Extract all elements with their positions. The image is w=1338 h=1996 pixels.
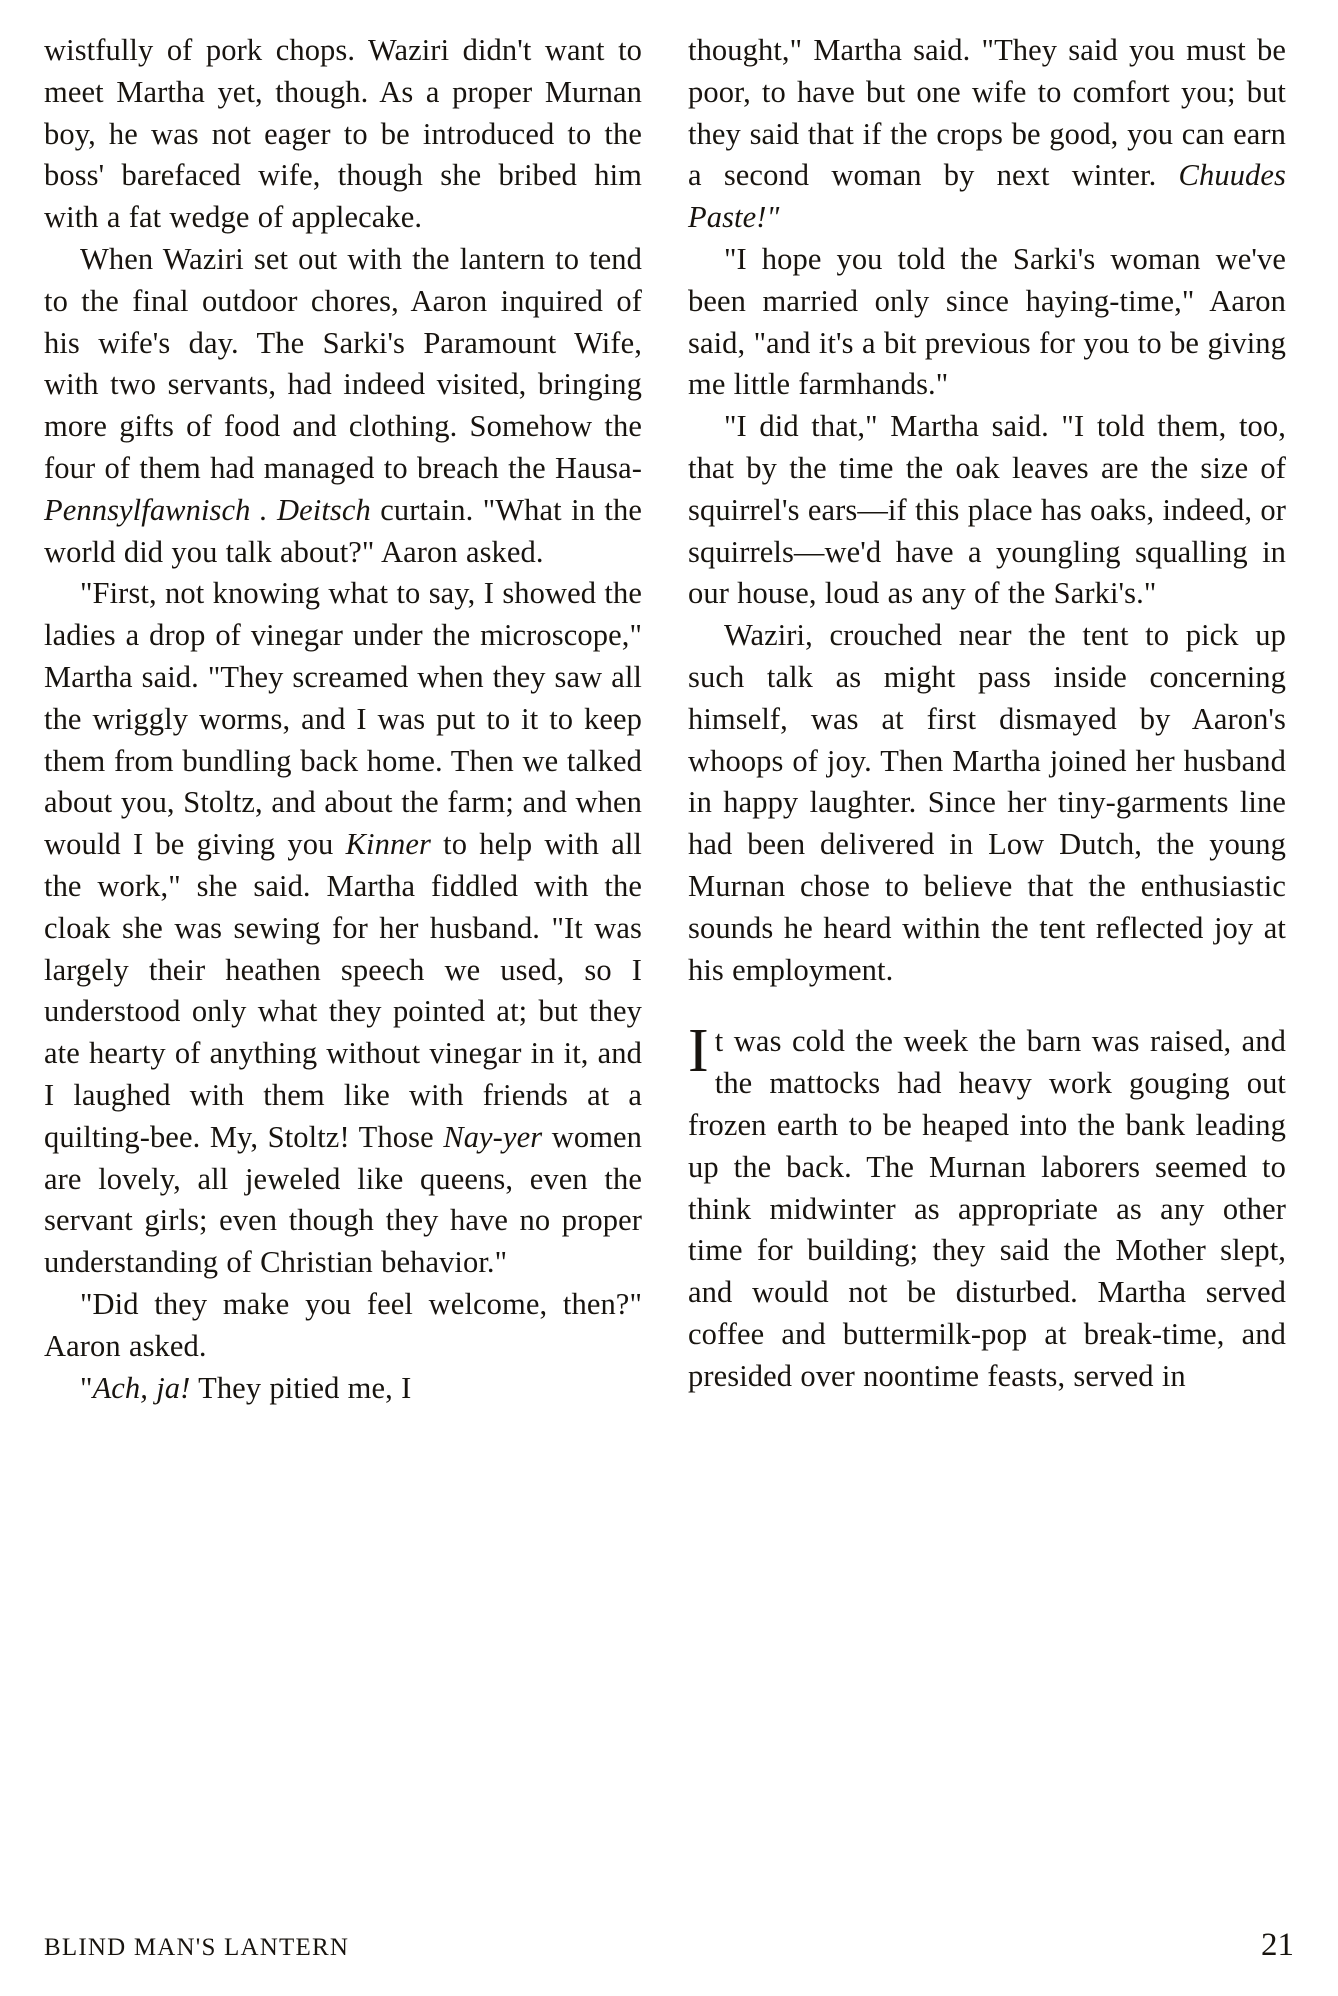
text-run: "I hope you told the Sarki's woman we've been married only since haying-time," Aaron said, "and it's a bit previous for you to be giving me little farmhands." — [688, 241, 1286, 402]
section-break — [688, 991, 1286, 1021]
running-head: BLIND MAN'S LANTERN — [44, 1934, 350, 1961]
text-run: Waziri, crouched near the tent to pick up such talk as might pass inside concerning himself, was at first dismayed by Aaron's whoops of joy. Then Martha joined her husband in happy laughter. Since her tiny-garments line had been delivered in Low Dutch, the young Murnan chose to believe that the enthusiastic sounds he heard within the tent reflected joy at his employment. — [688, 618, 1286, 987]
paragraph — [688, 615, 1286, 991]
text-run: wistfully of pork chops. Waziri didn't want to meet Martha yet, though. As a proper Murnan boy, he was not eager to be introduced to the boss' barefaced wife, though she bribed him with a fat wedge of applecake. — [44, 33, 642, 235]
text-run: " — [80, 1370, 93, 1405]
left-text-column — [44, 30, 642, 1890]
italic-run: Chuudes Paste!" — [688, 158, 1286, 235]
text-run: "First, not knowing what to say, I showed the ladies a drop of vinegar under the microscope," Martha said. "They screamed when they saw all the wriggly worms, and I was put to it to keep them from bundling back home. Then we talked about you, Stoltz, and about the farm; and when would I be giving you — [44, 576, 642, 862]
text-run: "Did they make you feel welcome, then?" Aaron asked. — [44, 1286, 642, 1363]
drop-cap: I — [688, 1017, 709, 1086]
italic-run: Kinner — [345, 827, 431, 862]
paragraph — [688, 239, 1286, 406]
italic-run: Nay-yer — [443, 1119, 543, 1154]
italic-run: Ach, ja! — [92, 1370, 191, 1405]
paragraph — [688, 1017, 1286, 1397]
text-run: thought," Martha said. "They said you must be poor, to have but one wife to comfort you; but they said that if the crops be good, you can earn a second woman by next winter. — [688, 33, 1286, 193]
right-text-column — [688, 30, 1286, 1890]
text-run: When Waziri set out with the lantern to tend to the final outdoor chores, Aaron inquired of his wife's day. The Sarki's Paramount Wife, with two servants, had indeed visited, bringing more gifts of food and clothing. Somehow the four of them had managed to breach the Hausa- — [44, 241, 642, 485]
page-number: 21 — [1261, 1927, 1294, 1963]
text-run: to help with all the work," she said. Martha fiddled with the cloak she was sewing for her husband. "It was largely their heathen speech we used, so I understood only what they pointed at; but they ate hearty of anything without vinegar in it, and I laughed with them like with friends at a quilting-bee. My, Stoltz! Those — [44, 827, 642, 1154]
italic-run: Pennsylfawnisch . Deitsch — [44, 492, 371, 527]
paragraph — [688, 30, 1286, 239]
page-footer — [44, 1927, 1294, 1964]
text-run: They pitied me, I — [190, 1370, 412, 1405]
text-run: "I did that," Martha said. "I told them, too, that by the time the oak leaves are the size of squirrel's ears—if this place has oaks, indeed, or squirrels—we'd have a youngling squalling in our house, loud as any of the Sarki's." — [688, 409, 1286, 611]
paragraph — [44, 30, 642, 239]
paragraph — [44, 1284, 642, 1368]
text-run: t was cold the week the barn was raised, and the mattocks had heavy work gouging out frozen earth to be heaped into the bank leading up the back. The Murnan laborers seemed to think midwinter as appropriate as any other time for building; they said the Mother slept, and would not be disturbed. Martha served coffee and buttermilk-pop at break-time, and presided over noontime feasts, served in — [688, 1024, 1286, 1393]
text-run: curtain. "What in the world did you talk about?" Aaron asked. — [44, 492, 642, 569]
text-columns — [44, 30, 1294, 1890]
paragraph — [44, 239, 642, 573]
paragraph — [44, 573, 642, 1284]
text-run: women are lovely, all jeweled like queens, even the servant girls; even though they have no proper understanding of Christian behavior." — [44, 1119, 643, 1280]
paragraph — [688, 406, 1286, 615]
paragraph — [44, 1368, 642, 1410]
